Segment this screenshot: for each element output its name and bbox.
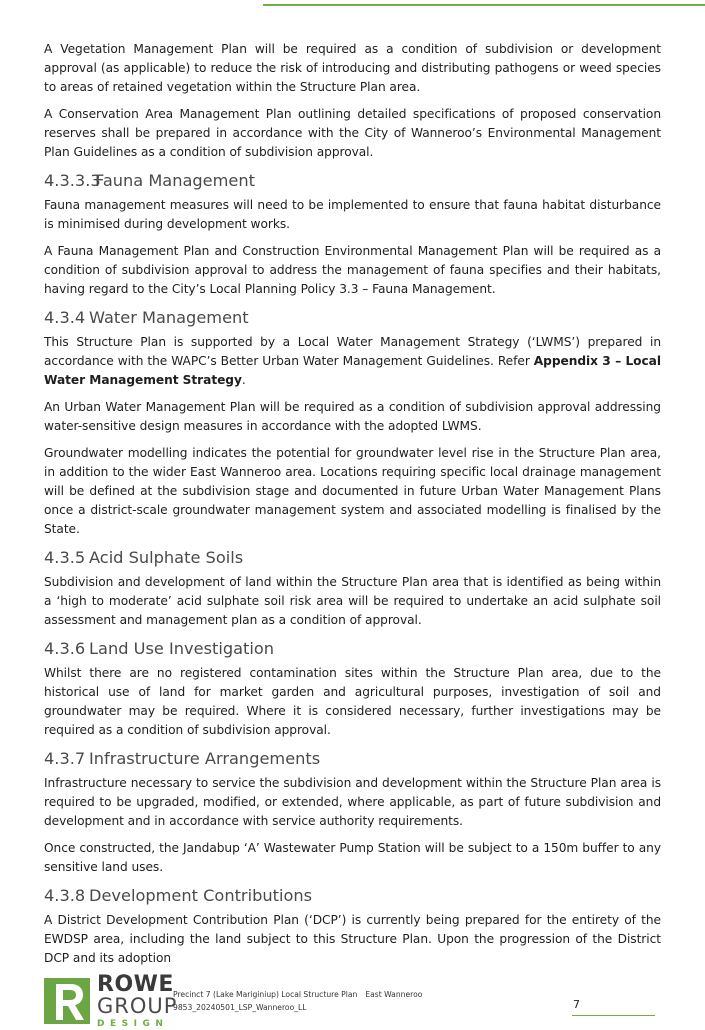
logo-design: DESIGN (97, 1019, 169, 1029)
lwms-text-end: . (241, 373, 246, 387)
paragraph-lwms (44, 333, 661, 390)
section-number: 4.3.3.3 (44, 171, 101, 190)
heading-development-contributions (44, 885, 661, 907)
footer-divider-rule (572, 1015, 655, 1016)
footer-document-info (173, 988, 422, 1014)
appendix-reference: Appendix 3 – Local Water Management Strategy (44, 354, 661, 387)
footer-location: East Wanneroo (365, 990, 423, 999)
paragraph-conservation-plan: A Conservation Area Management Plan outlining detailed specifications of proposed conservation reserves shall be prepared in accordance with the City of Wanneroo’s Environmental Management Plan Guidelines as a condition of subdivision approval. (44, 107, 661, 159)
section-number: 4.3.5 (44, 548, 86, 567)
section-number: 4.3.8 (44, 886, 86, 905)
section-title: Water Management (89, 308, 249, 327)
paragraph-vegetation-plan: A Vegetation Management Plan will be required as a condition of subdivision or development approval (as applicable) to reduce the risk of introducing and distributing pathogens or weed species to areas of retained vegetation within the Structure Plan area. (44, 42, 661, 94)
paragraph-fauna-measures: Fauna management measures will need to be implemented to ensure that fauna habitat disturbance is minimised during development works. (44, 198, 661, 231)
paragraph-infrastructure: Infrastructure necessary to service the subdivision and development within the Structure Plan area is required to be upgraded, modified, or extended, where applicable, as part of future subdivision and development and in accordance with service authority requirements. (44, 776, 661, 828)
paragraph-land-use: Whilst there are no registered contamination sites within the Structure Plan area, due to the historical use of land for market garden and agricultural purposes, investigation of soil and groundwater may be required. Where it is considered necessary, further investigations may be required as a condition of subdivision approval. (44, 666, 661, 737)
section-number: 4.3.4 (44, 308, 86, 327)
heading-fauna-management (44, 170, 661, 192)
page-footer (0, 970, 705, 1029)
paragraph-dcp: A District Development Contribution Plan (‘DCP’) is currently being prepared for the entirety of the EWDSP area, including the land subject to this Structure Plan. Upon the progression of the District DCP and its adoption (44, 913, 661, 965)
section-title: Infrastructure Arrangements (89, 749, 321, 768)
heading-water-management (44, 307, 661, 329)
footer-doc-ref: 9853_20240501_LSP_Wanneroo_LL (173, 1003, 307, 1012)
section-title: Development Contributions (89, 886, 313, 905)
paragraph-fauna-plan: A Fauna Management Plan and Construction Environmental Management Plan will be required as a condition of subdivision approval to address the management of fauna specifies and their habitats, having regard to the City’s Local Planning Policy 3.3 – Fauna Management. (44, 244, 661, 296)
section-number: 4.3.7 (44, 749, 86, 768)
logo-group: GROUP (97, 994, 178, 1018)
lwms-text: This Structure Plan is supported by a Local Water Management Strategy (‘LWMS’) prepared in accordance with the WAPC’s Better Urban Water Management Guidelines. Refer (44, 335, 661, 368)
section-title: Fauna Management (95, 171, 255, 190)
section-number: 4.3.6 (44, 639, 86, 658)
heading-acid-sulphate-soils (44, 547, 661, 569)
rowe-group-logo-icon (44, 978, 90, 1024)
paragraph-pump-station: Once constructed, the Jandabup ‘A’ Wastewater Pump Station will be subject to a 150m buffer to any sensitive land uses. (44, 841, 661, 874)
heading-land-use-investigation (44, 638, 661, 660)
paragraph-groundwater: Groundwater modelling indicates the potential for groundwater level rise in the Structure Plan area, in addition to the wider East Wanneroo area. Locations requiring specific local drainage management will be defined at the subdivision stage and documented in future Urban Water Management Plans once a district-scale groundwater management system and associated modelling is finalised by the State. (44, 446, 661, 536)
heading-infrastructure-arrangements (44, 748, 661, 770)
document-body (44, 40, 661, 976)
paragraph-acid-sulphate: Subdivision and development of land within the Structure Plan area that is identified as being within a ‘high to moderate’ acid sulphate soil risk area will be required to undertake an acid sulphate soil assessment and management plan as a condition of approval. (44, 575, 661, 627)
paragraph-uwmp: An Urban Water Management Plan will be required as a condition of subdivision approval addressing water-sensitive design measures in accordance with the adopted LWMS. (44, 400, 661, 433)
top-divider-rule (263, 4, 705, 6)
footer-doc-title: Precinct 7 (Lake Mariginiup) Local Structure Plan (173, 990, 358, 999)
logo-rowe: ROWE (97, 972, 174, 997)
section-title: Land Use Investigation (89, 639, 275, 658)
page-number: 7 (573, 998, 580, 1011)
section-title: Acid Sulphate Soils (89, 548, 244, 567)
